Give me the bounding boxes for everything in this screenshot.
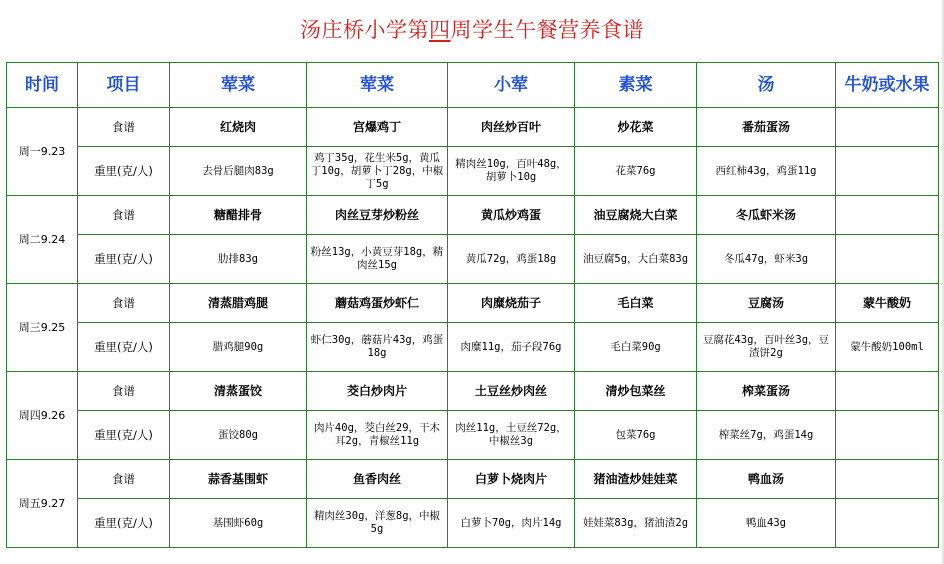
dish-cell: 毛白菜: [575, 284, 697, 323]
weight-cell: 腊鸡腿90g: [170, 323, 307, 372]
weight-cell: 虾仁30g，蘑菇片43g，鸡蛋18g: [307, 323, 448, 372]
header-meat-1: 荤菜: [170, 63, 307, 108]
dish-cell: 土豆丝炒肉丝: [448, 372, 575, 411]
weight-cell: 豆腐花43g，百叶丝3g，豆渣饼2g: [697, 323, 836, 372]
weight-cell: 蒙牛酸奶100ml: [836, 323, 939, 372]
dish-cell: [836, 108, 939, 147]
dish-cell: 肉糜烧茄子: [448, 284, 575, 323]
dish-cell: 豆腐汤: [697, 284, 836, 323]
dish-cell: 清炒包菜丝: [575, 372, 697, 411]
dish-cell: 红烧肉: [170, 108, 307, 147]
header-row: [7, 63, 939, 108]
title-week-number: 四: [429, 18, 451, 42]
weight-cell: [836, 499, 939, 548]
dish-cell: 宫爆鸡丁: [307, 108, 448, 147]
day-date: 周二9.24: [7, 196, 78, 284]
dish-cell: 清蒸腊鸡腿: [170, 284, 307, 323]
dish-cell: [836, 372, 939, 411]
weight-label: 重里(克/人): [78, 147, 170, 196]
header-item: 项目: [78, 63, 170, 108]
dish-cell: 炒花菜: [575, 108, 697, 147]
dish-cell: 猪油渣炒娃娃菜: [575, 460, 697, 499]
title-bar: [0, 0, 944, 62]
weight-cell: [836, 411, 939, 460]
weight-cell: 肋排83g: [170, 235, 307, 284]
header-time: 时间: [7, 63, 78, 108]
page-title: [0, 14, 944, 44]
dish-cell: 黄瓜炒鸡蛋: [448, 196, 575, 235]
dish-cell: 肉丝炒百叶: [448, 108, 575, 147]
dish-cell: 蘑菇鸡蛋炒虾仁: [307, 284, 448, 323]
dish-cell: 白萝卜烧肉片: [448, 460, 575, 499]
recipe-row: [7, 108, 939, 147]
dish-cell: 鸭血汤: [697, 460, 836, 499]
weight-row: [7, 323, 939, 372]
weight-label: 重里(克/人): [78, 235, 170, 284]
weight-label: 重里(克/人): [78, 323, 170, 372]
dish-cell: 冬瓜虾米汤: [697, 196, 836, 235]
header-meat-2: 荤菜: [307, 63, 448, 108]
title-prefix: 汤庄桥小学第: [300, 18, 429, 42]
weight-cell: 精肉丝30g，洋葱8g，中椒5g: [307, 499, 448, 548]
weight-cell: [836, 235, 939, 284]
recipe-label: 食谱: [78, 196, 170, 235]
day-date: 周五9.27: [7, 460, 78, 548]
weight-cell: 肉糜11g，茄子段76g: [448, 323, 575, 372]
weight-row: [7, 411, 939, 460]
weight-cell: 鸭血43g: [697, 499, 836, 548]
recipe-label: 食谱: [78, 284, 170, 323]
dish-cell: 蒙牛酸奶: [836, 284, 939, 323]
weight-cell: 鸡丁35g，花生米5g，黄瓜丁10g，胡萝卜丁28g，中椒丁5g: [307, 147, 448, 196]
title-suffix: 周学生午餐营养食谱: [450, 18, 644, 42]
weight-cell: 包菜76g: [575, 411, 697, 460]
weight-cell: 白萝卜70g，肉片14g: [448, 499, 575, 548]
dish-cell: 肉丝豆芽炒粉丝: [307, 196, 448, 235]
day-date: 周一9.23: [7, 108, 78, 196]
header-vegetable: 素菜: [575, 63, 697, 108]
recipe-row: [7, 460, 939, 499]
weight-row: [7, 147, 939, 196]
weight-cell: 冬瓜47g，虾米3g: [697, 235, 836, 284]
dish-cell: 清蒸蛋饺: [170, 372, 307, 411]
weight-cell: 蛋饺80g: [170, 411, 307, 460]
weight-cell: 榨菜丝7g，鸡蛋14g: [697, 411, 836, 460]
dish-cell: 番茄蛋汤: [697, 108, 836, 147]
dish-cell: 茭白炒肉片: [307, 372, 448, 411]
weight-cell: 黄瓜72g，鸡蛋18g: [448, 235, 575, 284]
dish-cell: [836, 196, 939, 235]
weight-cell: 油豆腐5g，大白菜83g: [575, 235, 697, 284]
header-small-meat: 小荤: [448, 63, 575, 108]
day-date: 周三9.25: [7, 284, 78, 372]
day-date: 周四9.26: [7, 372, 78, 460]
weight-row: [7, 499, 939, 548]
recipe-label: 食谱: [78, 372, 170, 411]
recipe-label: 食谱: [78, 108, 170, 147]
weight-cell: 肉片40g，茭白丝29，干木耳2g，青椒丝11g: [307, 411, 448, 460]
weight-cell: [836, 147, 939, 196]
weight-cell: 娃娃菜83g，猪油渣2g: [575, 499, 697, 548]
dish-cell: [836, 460, 939, 499]
weight-cell: 毛白菜90g: [575, 323, 697, 372]
weight-cell: 粉丝13g，小黄豆芽18g，精肉丝15g: [307, 235, 448, 284]
dish-cell: 榨菜蛋汤: [697, 372, 836, 411]
weight-label: 重里(克/人): [78, 411, 170, 460]
weight-cell: 精肉丝10g，百叶48g，胡萝卜10g: [448, 147, 575, 196]
dish-cell: 蒜香基围虾: [170, 460, 307, 499]
recipe-row: [7, 196, 939, 235]
header-soup: 汤: [697, 63, 836, 108]
recipe-row: [7, 372, 939, 411]
weight-label: 重里(克/人): [78, 499, 170, 548]
weight-cell: 肉丝11g，土豆丝72g，中椒丝3g: [448, 411, 575, 460]
dish-cell: 鱼香肉丝: [307, 460, 448, 499]
recipe-row: [7, 284, 939, 323]
weight-cell: 西红柿43g，鸡蛋11g: [697, 147, 836, 196]
weight-row: [7, 235, 939, 284]
menu-table: [6, 62, 939, 548]
dish-cell: 油豆腐烧大白菜: [575, 196, 697, 235]
recipe-label: 食谱: [78, 460, 170, 499]
weight-cell: 花菜76g: [575, 147, 697, 196]
header-milk-fruit: 牛奶或水果: [836, 63, 939, 108]
weight-cell: 基围虾60g: [170, 499, 307, 548]
weight-cell: 去骨后腿肉83g: [170, 147, 307, 196]
dish-cell: 糖醋排骨: [170, 196, 307, 235]
